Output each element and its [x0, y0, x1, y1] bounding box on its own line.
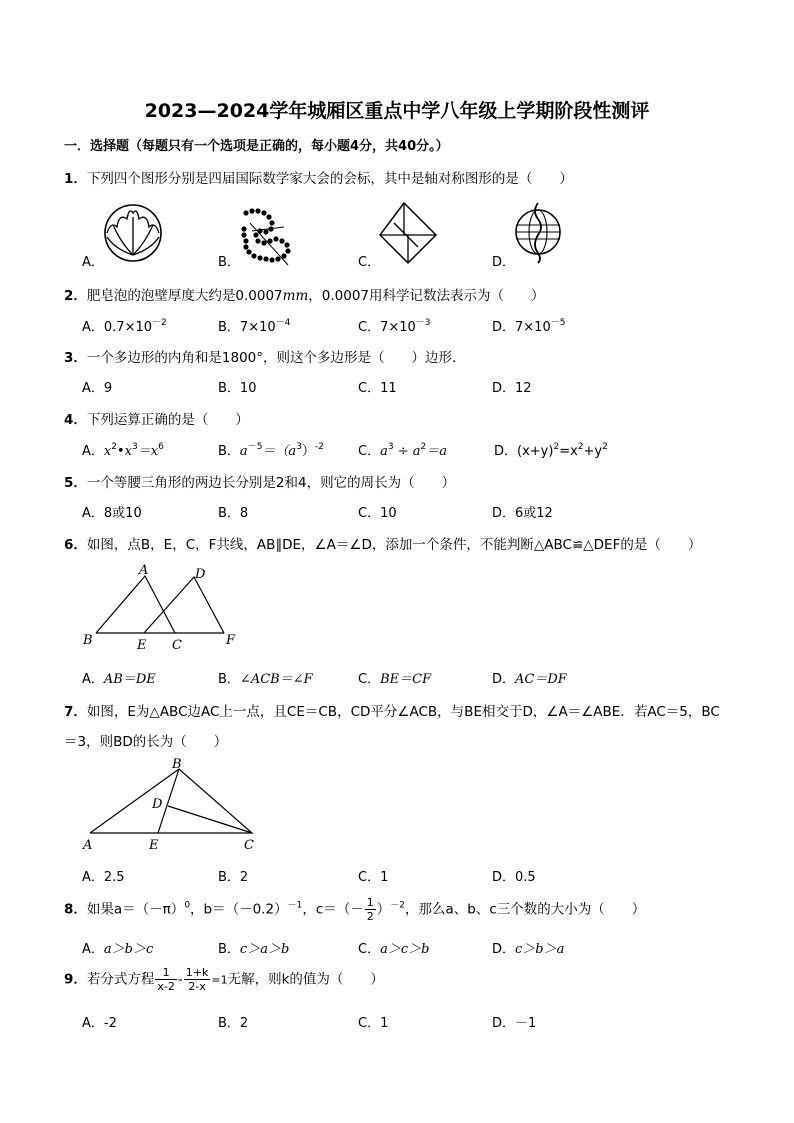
point-a-label: A [139, 563, 149, 578]
question-4: 4．下列运算正确的是（ ） [64, 412, 249, 428]
section-heading: 一．选择题（每题只有一个选项是正确的，每小题4分，共40分。） [64, 139, 449, 154]
q2-option-d: D．$7\times 10^{-5}$ [492, 318, 566, 335]
question-7: 7．如图，E为△ABC边AC上一点，且CE＝CB，CD平分∠ACB，与BE相交于D，∠A＝∠ABE．若AC＝5，BC [64, 704, 720, 720]
q2-option-c: C．$7\times 10^{-3}$ [358, 318, 431, 335]
point-e-label: E [149, 838, 159, 853]
question-7-line-2: ＝3，则BD的长为（ ） [64, 734, 228, 750]
option-a-label: A． [82, 255, 104, 270]
q7-option-c: C．1 [358, 870, 389, 885]
point-d-label: D [152, 797, 163, 812]
q5-option-a: A．8或10 [82, 506, 142, 521]
logo-d-icon [512, 201, 564, 265]
triangle-abc [96, 576, 175, 633]
q3-option-b: B．10 [218, 381, 257, 396]
option-c-label: C． [358, 255, 381, 270]
q2-option-b: B．$7\times 10^{-4}$ [218, 318, 291, 335]
point-b-label: B [83, 633, 93, 648]
q9-option-a: A．-2 [82, 1016, 117, 1031]
q6-option-d: D．AC＝DF [492, 672, 567, 687]
point-c-label: C [244, 838, 254, 853]
q9-option-b: B．2 [218, 1016, 249, 1031]
option-d-label: D． [492, 255, 516, 270]
q4-option-b: B．$a^{-5}=(a^3)^{-2}$ [218, 442, 324, 459]
q7-option-d: D．0.5 [492, 870, 536, 885]
question-1 [64, 167, 573, 187]
q5-option-d: D．6或12 [492, 506, 553, 521]
q6-figure [80, 562, 240, 654]
fraction-1: $\frac{1}{x-2}$ [157, 966, 175, 993]
point-e-label: E [137, 638, 147, 653]
logo-a-icon [103, 203, 163, 263]
q5-option-b: B．8 [218, 506, 249, 521]
point-b-label: B [172, 757, 182, 772]
q6-option-c: C．BE＝CF [358, 672, 432, 687]
q9-option-d: D．－1 [492, 1016, 537, 1031]
logo-c-icon [378, 201, 440, 265]
question-9: 9．若分式方程 $\frac{1}{x-2}$ - $\frac{1+k}{2-x}$ =1无解，则k的值为（ ） [64, 966, 384, 993]
q9-option-c: C．1 [358, 1016, 389, 1031]
fraction-2: $\frac{1+k}{2-x}$ [185, 966, 209, 993]
page-title: 2023—2024学年城厢区重点中学八年级上学期阶段性测评 [144, 100, 650, 122]
question-3: 3．一个多边形的内角和是1800°，则这个多边形是（ ）边形． [64, 350, 466, 366]
fraction: $\frac{1}{2}$ [366, 896, 374, 923]
q5-option-c: C．10 [358, 506, 397, 521]
q7-option-b: B．2 [218, 870, 249, 885]
q8-option-c: C．a＞c＞b [358, 942, 430, 957]
q3-option-d: D．12 [492, 381, 532, 396]
question-8: 8．如果$a=(-\pi)^0$，$b=(-0.2)^{-1}$，c＝（－ $\frac{1}{2}$ ）$^{-2}$，那么a、b、c三个数的大小为（ ） [64, 896, 646, 923]
point-d-label: D [195, 567, 206, 582]
q4-option-d: D．$(x+y)^2=x^2+y^2$ [494, 442, 608, 459]
q7-figure [80, 756, 265, 854]
point-f-label: F [226, 633, 236, 648]
question-2: 2．肥皂泡的泡壁厚度大约是0.0007mm，0.0007用科学记数法表示为（ ） [64, 288, 545, 304]
logo-b-icon [238, 205, 296, 265]
q2-option-a: A．$0.7\times 10^{-2}$ [82, 318, 167, 335]
segment-cd [168, 806, 252, 833]
triangle-abc [90, 769, 252, 833]
q6-option-a: A．AB＝DE [82, 672, 156, 687]
q8-option-a: A．a＞b＞c [82, 942, 154, 957]
q4-option-a: A．$x^2•x^3=x^6$ [82, 442, 164, 459]
q3-option-c: C．11 [358, 381, 397, 396]
option-b-label: B． [218, 255, 240, 270]
q4-option-c: C．$a^3 \div a^2=a$ [358, 442, 447, 459]
q8-option-b: B．c＞a＞b [218, 942, 290, 957]
q8-option-d: D．c＞b＞a [492, 942, 565, 957]
point-c-label: C [172, 638, 182, 653]
q7-option-a: A．2.5 [82, 870, 125, 885]
question-5: 5．一个等腰三角形的两边长分别是2和4，则它的周长为（ ） [64, 475, 456, 491]
point-a-label: A [83, 838, 93, 853]
q6-option-b: B．∠ACB＝∠F [218, 672, 313, 687]
question-text: 下列四个图形分别是四届国际数学家大会的会标，其中是轴对称图形的是（ ） [86, 171, 573, 187]
q3-option-a: A．9 [82, 381, 113, 396]
question-6: 6．如图，点B，E，C，F共线，AB∥DE，∠A＝∠D，添加一个条件，不能判断△ABC≌△DEF的是（ ） [64, 537, 702, 553]
triangle-def [144, 577, 224, 633]
question-number: 1． [64, 171, 87, 187]
